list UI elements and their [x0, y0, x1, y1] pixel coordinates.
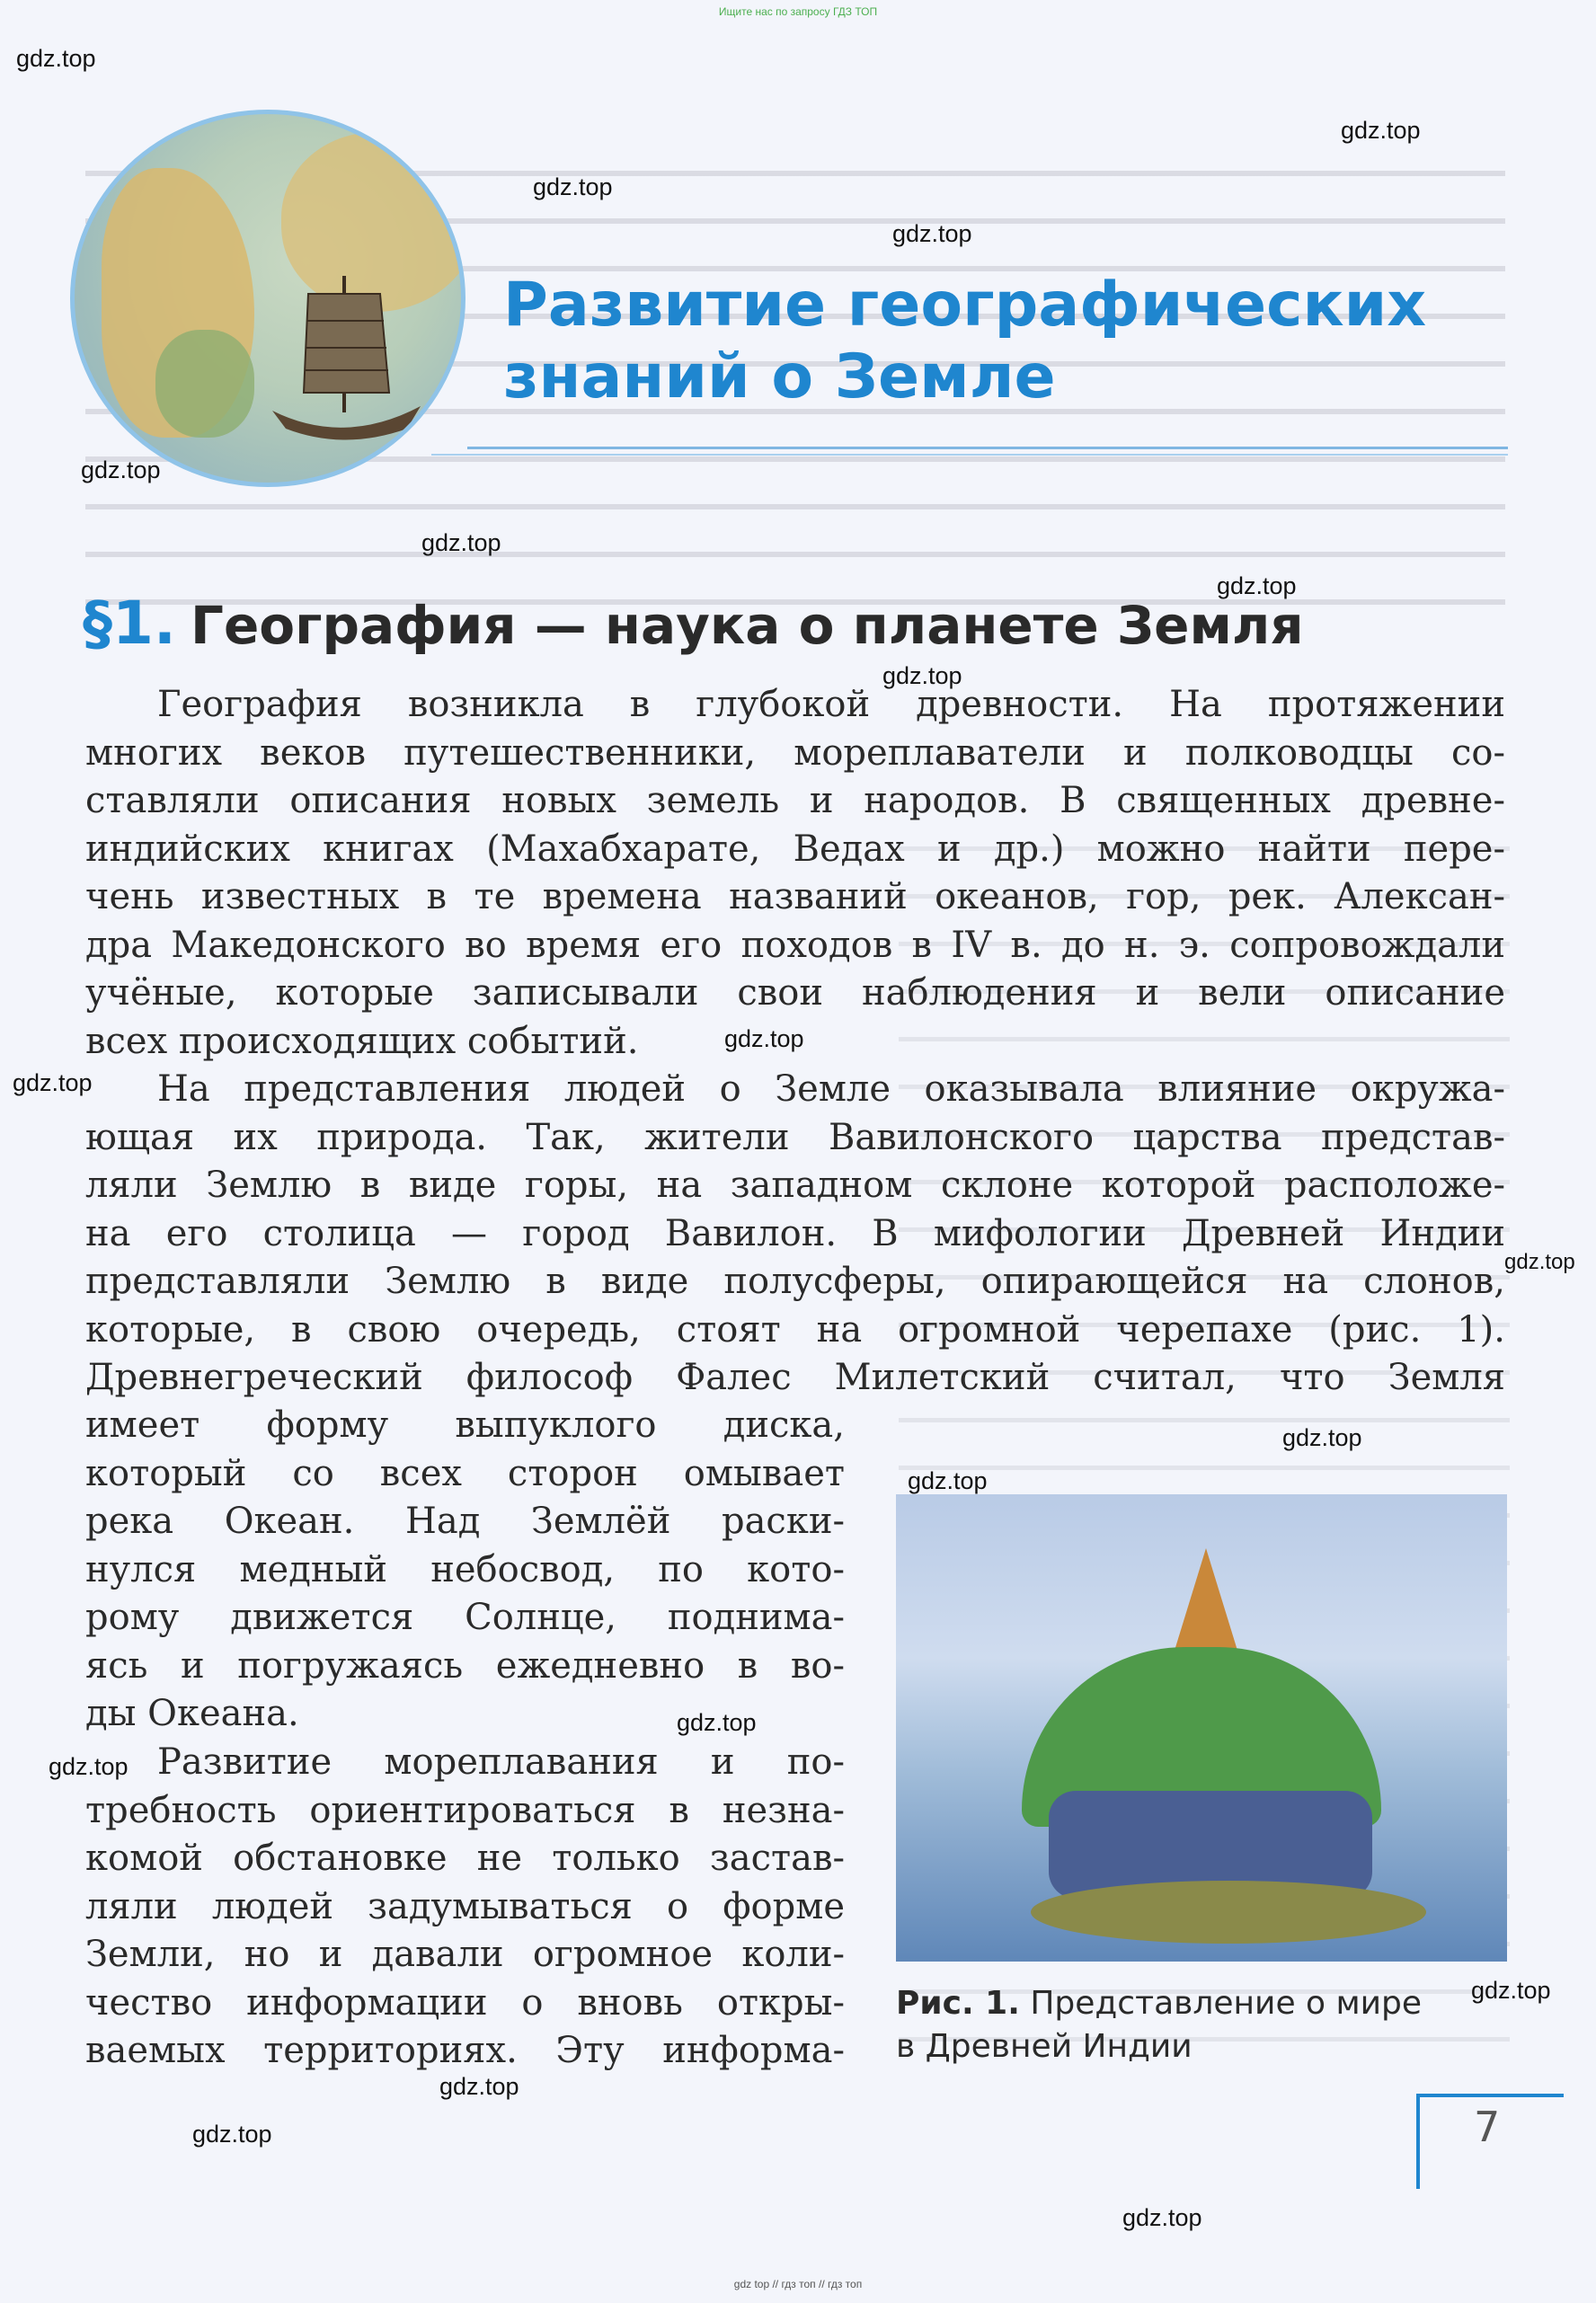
text-line: Земли, но и давали огромное коли- [85, 1934, 845, 1975]
watermark: gdz.top [13, 1069, 93, 1096]
text-line: многих веков путешественники, мореплаватели и полководцы со- [85, 731, 1505, 774]
text-line: ляли людей задумываться о форме [85, 1885, 845, 1927]
section-title: География — наука о планете Земля [191, 595, 1304, 656]
paragraph-3 [85, 1739, 845, 2076]
text-line: рому движется Солнце, поднима- [85, 1597, 845, 1638]
watermark: gdz.top [677, 1709, 757, 1736]
ancient-map-medallion [70, 110, 466, 487]
text-line: чень известных в те времена названий океанов, гор, рек. Алексан- [85, 876, 1505, 917]
text-line: нулся медный небосвод, по кото- [85, 1548, 845, 1590]
text-line: ясь и погружаясь ежедневно в во- [85, 1644, 845, 1687]
text-line: всех происходящих событий. [85, 1020, 639, 1062]
figure-caption-text: Представление о мире [1030, 1985, 1423, 2022]
watermark: gdz.top [533, 173, 613, 200]
paragraph-1 [85, 681, 1505, 1066]
watermark: gdz.top [49, 1753, 129, 1780]
map-landmass [155, 330, 254, 438]
watermark: gdz.top [1122, 2204, 1202, 2231]
watermark: gdz.top [1217, 572, 1297, 599]
watermark: gdz.top [908, 1467, 988, 1494]
section-heading [83, 589, 1521, 658]
text-line: ды Океана. [85, 1693, 299, 1734]
title-underline [467, 447, 1508, 449]
text-line: учёные, которые записывали свои наблюдения и вели описание [85, 972, 1505, 1014]
paragraph-2 [85, 1066, 1505, 1403]
figure-indian-world-view [896, 1494, 1507, 1962]
text-line: ставляли описания новых земель и народов. В священных древне- [85, 780, 1505, 821]
title-underline-thin [431, 454, 1508, 456]
text-line: География возникла в глубокой древности. На протяжении [157, 684, 1505, 725]
watermark: gdz.top [439, 2073, 519, 2100]
text-line: Развитие мореплавания и по- [157, 1741, 845, 1783]
text-line: комой обстановке не только застав- [85, 1838, 845, 1879]
text-line: которые, в свою очередь, стоят на огромной черепахе (рис. 1). [85, 1308, 1505, 1351]
watermark: gdz.top [421, 529, 501, 556]
text-line: ляли Землю в виде горы, на западном склоне которой расположе- [85, 1165, 1505, 1206]
text-line: На представления людей о Земле оказывала влияние окружа- [157, 1068, 1505, 1110]
text-line: Древнегреческий философ Фалес Милетский считал, что Земля [85, 1357, 1505, 1398]
bottom-banner: gdz top // гдз топ // гдз топ [733, 2278, 863, 2290]
text-line: чество информации о вновь откры- [85, 1981, 845, 2024]
text-line: ющая их природа. Так, жители Вавилонского царства представ- [85, 1116, 1505, 1158]
top-banner: Ищите нас по запросу ГДЗ ТОП [718, 5, 878, 18]
watermark: gdz.top [1282, 1424, 1362, 1451]
text-line: требность ориентироваться в незна- [85, 1789, 845, 1831]
text-line: представляли Землю в виде полусферы, опирающейся на слонов, [85, 1261, 1505, 1302]
watermark: gdz.top [81, 456, 161, 483]
figure-caption-text-2: в Древней Индии [896, 2028, 1193, 2065]
page-number: 7 [1474, 2103, 1501, 2151]
watermark: gdz.top [1341, 117, 1421, 144]
text-line: дра Македонского во время его походов в IV в. до н. э. сопровождали [85, 924, 1505, 966]
text-line: который со всех сторон омывает [85, 1452, 845, 1494]
watermark: gdz.top [1471, 1977, 1551, 2004]
watermark: gdz.top [724, 1025, 804, 1052]
turtle [1031, 1881, 1426, 1944]
watermark: gdz.top [192, 2121, 272, 2148]
section-number: §1. [83, 589, 176, 658]
text-line: ваемых территориях. Эту информа- [85, 2030, 845, 2071]
watermark: gdz.top [882, 662, 962, 689]
text-line: имеет форму выпуклого диска, [85, 1404, 845, 1446]
chapter-title [503, 270, 1501, 413]
figure-caption [896, 1982, 1507, 2068]
figure-label: Рис. 1. [896, 1985, 1020, 2022]
text-line: индийских книгах (Махабхарате, Ведах и др.) можно найти пере- [85, 828, 1505, 870]
chapter-title-line: знаний о Земле [503, 341, 1056, 412]
text-line: река Океан. Над Землёй раски- [85, 1501, 845, 1542]
watermark: gdz.top [892, 220, 972, 247]
text-line: на его столица — город Вавилон. В мифологии Древней Индии [85, 1212, 1505, 1254]
watermark: gdz.top [1504, 1250, 1575, 1274]
chapter-title-line: Развитие географических [503, 270, 1427, 341]
paragraph-2-continued [85, 1402, 845, 1739]
watermark: gdz.top [16, 45, 96, 72]
junk-ship-illustration [254, 258, 434, 456]
